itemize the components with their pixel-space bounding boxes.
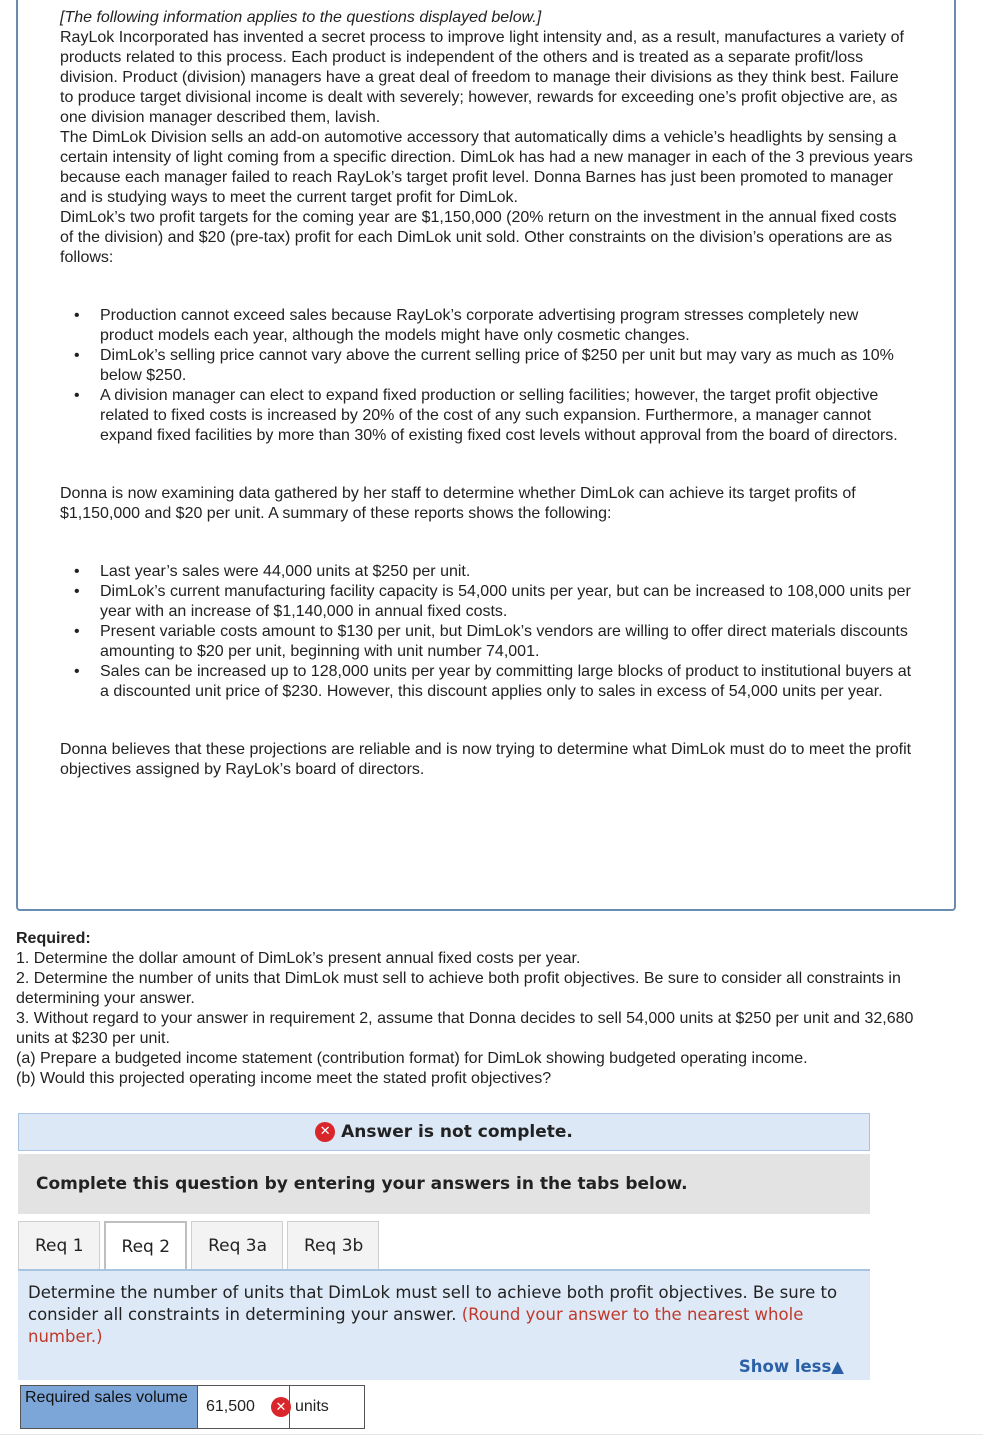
answer-value: 61,500 [206,1398,255,1415]
answer-row [20,1385,365,1429]
tab-req-3a[interactable]: Req 3a [191,1221,283,1270]
required-line: (a) Prepare a budgeted income statement (contribution format) for DimLok showing budgeted operating income. [16,1050,808,1067]
list-item: • DimLok’s selling price cannot vary above the current selling price of $250 per unit but may vary as much as 10% below $250. [60,346,914,386]
required-line: 3. Without regard to your answer in requirement 2, assume that Donna decides to sell 54,000 units at $250 per unit and 32,680 units at $230 per unit. [16,1010,914,1047]
list-item: • Production cannot exceed sales because RayLok’s corporate advertising program stresses completely new product models each year, although the models might have only cosmetic changes. [60,306,914,346]
incorrect-icon: ✕ [271,1397,291,1417]
paragraph-dimlok: The DimLok Division sells an add-on automotive accessory that automatically dims a vehicle’s headlights by sensing a certain intensity of light coming from a specific direction. DimLok has had a new manager in each of the 3 previous years because each manager failed to reach RayLok’s target profit level. Donna Barnes has just been promoted to manager and is studying ways to meet the current target profit for DimLok. [60,129,913,206]
rounding-note: (Round your answer to the nearest whole number.) [28,1305,804,1346]
list-item: • DimLok’s current manufacturing facility capacity is 54,000 units per year, but can be increased to 108,000 units per year with an increase of $1,140,000 in annual fixed costs. [60,582,914,622]
show-less-link[interactable]: Show less▲ [738,1357,844,1376]
list-item: • A division manager can elect to expand fixed production or selling facilities; however, the target profit objective related to fixed costs is increased by 20% of the cost of any such expansion. Furthermore, a manager cannot expand fixed facilities by more than 30% of existing fixed cost levels without approval from the board of directors. [60,386,914,446]
required-line: 2. Determine the number of units that DimLok must sell to achieve both profit objectives. Be sure to consider all constraints in determining your answer. [16,970,901,1007]
tab-req-2[interactable]: Req 2 [104,1221,188,1270]
paragraph-raylok: RayLok Incorporated has invented a secret process to improve light intensity and, as a result, manufactures a variety of products related to this process. Each product is independent of the others and is treated as a separate profit/loss division. Product (division) managers have a great deal of freedom to manage their divisions as they think best. Failure to produce target divisional income is dealt with severely; however, rewards for exceeding one’s profit objective are, as one division manager described them, lavish. [60,29,904,126]
required-line: 1. Determine the dollar amount of DimLok’s present annual fixed costs per year. [16,950,581,967]
units-label: units [295,1398,329,1415]
required-section [16,929,946,1089]
answer-cell [198,1385,365,1429]
answer-status-bar [18,1113,870,1151]
info-panel [16,0,956,911]
instruction-bar [18,1154,870,1214]
intro-text: [The following information applies to the questions displayed below.] [60,9,542,26]
paragraph-targets: DimLok’s two profit targets for the coming year are $1,150,000 (20% return on the investment in the annual fixed costs of the division) and $20 (pre-tax) profit for each DimLok unit sold. Other constraints on the division’s operations are as follows: [60,209,897,266]
error-icon: ✕ [315,1122,335,1142]
requirement-tabs [18,1221,383,1270]
list-item: • Sales can be increased up to 128,000 units per year by committing large blocks of product to institutional buyers at a discounted unit price of $230. However, this discount applies only to sales in excess of 54,000 units per year. [60,662,914,702]
question-panel [18,1269,870,1380]
required-sales-volume-input[interactable] [198,1386,290,1428]
list-item: • Last year’s sales were 44,000 units at $250 per unit. [60,562,914,582]
paragraph-donna: Donna is now examining data gathered by her staff to determine whether DimLok can achieve its target profits of $1,150,000 and $20 per unit. A summary of these reports shows the following: [60,485,856,522]
tab-req-1[interactable]: Req 1 [18,1221,100,1270]
question-text: Determine the number of units that DimLok must sell to achieve both profit objectives. Be sure to consider all constraints in determining your answer. [28,1283,838,1324]
tab-req-3b[interactable]: Req 3b [287,1221,379,1270]
required-title: Required: [16,930,91,947]
list-item: • Present variable costs amount to $130 per unit, but DimLok’s vendors are willing to offer direct materials discounts amounting to $20 per unit, beginning with unit number 74,001. [60,622,914,662]
paragraph-closing: Donna believes that these projections are reliable and is now trying to determine what DimLok must do to meet the profit objectives assigned by RayLok’s board of directors. [60,741,912,778]
instruction-text: Complete this question by entering your answers in the tabs below. [36,1174,688,1194]
report-list [60,562,914,702]
required-line: (b) Would this projected operating income meet the stated profit objectives? [16,1070,552,1087]
answer-label: Required sales volume [20,1385,198,1429]
constraints-list [60,306,914,446]
divider [0,1434,983,1435]
answer-status-text: Answer is not complete. [341,1122,573,1142]
